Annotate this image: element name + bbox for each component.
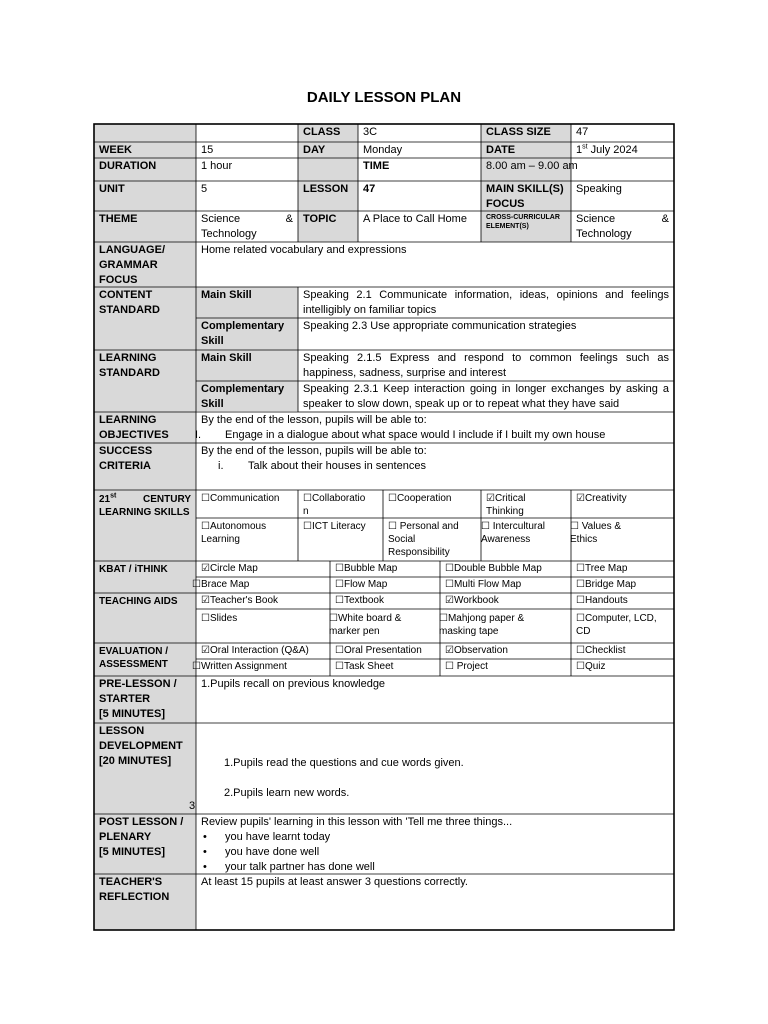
language-focus-value: Home related vocabulary and expressions — [201, 244, 407, 256]
success-intro: By the end of the lesson, pupils will be able to: — [201, 445, 427, 457]
brace-map-checkbox[interactable]: ☐Brace Map — [192, 579, 250, 590]
handouts-checkbox[interactable]: ☐Handouts — [576, 595, 628, 606]
learning-comp-skill-label: Complementary Skill — [201, 383, 285, 410]
post-lesson-label: POST LESSON / PLENARY [5 MINUTES] — [99, 816, 184, 858]
duration-value: 1 hour — [201, 160, 233, 172]
class-label: CLASS — [303, 126, 341, 138]
content-comp-skill-label: Complementary Skill — [201, 320, 285, 347]
date-value: 1st July 2024 — [576, 143, 638, 156]
duration-label: DURATION — [99, 160, 157, 172]
post-lesson-bullet: • you have done well — [201, 845, 669, 860]
main-skill-focus-value: Speaking — [576, 183, 622, 195]
cross-curricular-label: CROSS-CURRICULAR ELEMENT(S) — [486, 214, 560, 230]
unit-value: 5 — [201, 183, 208, 195]
collaboration-checkbox[interactable]: ☐Collaboratio n — [303, 493, 366, 517]
project-checkbox[interactable]: ☐ Project — [445, 661, 488, 672]
teaching-aids-label: TEACHING AIDS — [99, 596, 178, 607]
lesson-value: 47 — [363, 183, 376, 195]
class-size-label: CLASS SIZE — [486, 126, 551, 138]
communication-checkbox[interactable]: ☐Communication — [201, 493, 280, 504]
cooperation-checkbox[interactable]: ☐Cooperation — [388, 493, 452, 504]
bubble-map-checkbox[interactable]: ☐Bubble Map — [335, 563, 398, 574]
values-ethics-checkbox[interactable]: ☐ Values & Ethics — [570, 521, 622, 545]
creativity-checkbox[interactable]: ☑Creativity — [576, 493, 627, 504]
content-main-skill-value: Speaking 2.1 Communicate information, ideas, opinions and feelings intelligibly on familiar topics — [303, 289, 669, 316]
objectives-number: I. — [195, 429, 202, 441]
content-standard-label: CONTENT STANDARD — [99, 289, 160, 316]
intercultural-checkbox[interactable]: ☐ Intercultural Awareness — [481, 521, 545, 545]
lesson-development-marker: 3 — [189, 800, 196, 812]
oral-interaction-checkbox[interactable]: ☑Oral Interaction (Q&A) — [201, 645, 309, 656]
teachers-book-checkbox[interactable]: ☑Teacher's Book — [201, 595, 279, 606]
workbook-checkbox[interactable]: ☑Workbook — [445, 595, 499, 606]
class-value: 3C — [363, 126, 378, 138]
pre-lesson-label: PRE-LESSON / STARTER [5 MINUTES] — [99, 678, 177, 720]
kbat-label: KBAT / iTHINK — [99, 564, 168, 575]
circle-map-checkbox[interactable]: ☑Circle Map — [201, 563, 258, 574]
learning-comp-skill-value: Speaking 2.3.1 Keep interaction going in longer exchanges by asking a speaker to slow down, speak up or to repeat what they have said — [303, 383, 669, 410]
21st-century-skills-label: 21st CENTURY LEARNING SKILLS — [99, 492, 191, 518]
day-value: Monday — [363, 144, 403, 156]
objectives-item: Engage in a dialogue about what space would I include if I built my own house — [225, 429, 606, 441]
learning-main-skill-value: Speaking 2.1.5 Express and respond to common feelings such as happiness, sadness, surprise and interest — [303, 352, 669, 379]
teachers-reflection-label: TEACHER'S REFLECTION — [99, 876, 170, 903]
double-bubble-map-checkbox[interactable]: ☐Double Bubble Map — [445, 563, 542, 574]
pre-lesson-value: 1.Pupils recall on previous knowledge — [201, 678, 386, 690]
personal-social-checkbox[interactable]: ☐ Personal and Social Responsibility — [388, 521, 459, 558]
checklist-checkbox[interactable]: ☐Checklist — [576, 645, 626, 656]
learning-main-skill-label: Main Skill — [201, 352, 252, 364]
autonomous-learning-checkbox[interactable]: ☐Autonomous Learning — [201, 521, 267, 545]
class-size-value: 47 — [576, 126, 589, 138]
page-title: DAILY LESSON PLAN — [306, 89, 462, 106]
post-lesson-content — [196, 814, 674, 874]
language-focus-label: LANGUAGE/ GRAMMAR FOCUS — [99, 244, 165, 286]
content-main-skill-label: Main Skill — [201, 289, 252, 301]
cross-curricular-value: Science & Technology — [576, 213, 669, 240]
lesson-development-label: LESSON DEVELOPMENT [20 MINUTES] — [99, 725, 183, 767]
date-label: DATE — [486, 144, 516, 156]
objectives-intro: By the end of the lesson, pupils will be able to: — [201, 414, 427, 426]
post-lesson-intro: Review pupils' learning in this lesson with 'Tell me three things... — [201, 816, 513, 828]
week-value: 15 — [201, 144, 214, 156]
tree-map-checkbox[interactable]: ☐Tree Map — [576, 563, 628, 574]
task-sheet-checkbox[interactable]: ☐Task Sheet — [335, 661, 394, 672]
observation-checkbox[interactable]: ☑Observation — [445, 645, 508, 656]
whiteboard-checkbox[interactable]: ☐White board & marker pen — [329, 613, 402, 637]
lesson-development-steps — [196, 740, 674, 810]
lesson-label: LESSON — [303, 183, 349, 195]
topic-value: A Place to Call Home — [363, 213, 467, 225]
evaluation-label: EVALUATION / ASSESSMENT — [99, 646, 169, 670]
bridge-map-checkbox[interactable]: ☐Bridge Map — [576, 579, 637, 590]
success-number: i. — [218, 460, 224, 472]
time-label: TIME — [363, 160, 390, 172]
day-label: DAY — [303, 144, 326, 156]
quiz-checkbox[interactable]: ☐Quiz — [576, 661, 606, 672]
written-assignment-checkbox[interactable]: ☐Written Assignment — [192, 661, 287, 672]
computer-lcd-checkbox[interactable]: ☐Computer, LCD, CD — [576, 613, 657, 637]
post-lesson-bullet: • your talk partner has done well — [201, 860, 669, 874]
topic-label: TOPIC — [303, 213, 337, 225]
multi-flow-map-checkbox[interactable]: ☐Multi Flow Map — [445, 579, 522, 590]
ict-literacy-checkbox[interactable]: ☐ICT Literacy — [303, 521, 366, 532]
week-label: WEEK — [99, 144, 132, 156]
textbook-checkbox[interactable]: ☐Textbook — [335, 595, 384, 606]
content-comp-skill-value: Speaking 2.3 Use appropriate communication strategies — [303, 320, 577, 332]
main-skill-focus-label: MAIN SKILL(S) FOCUS — [486, 183, 564, 210]
mahjong-paper-checkbox[interactable]: ☐Mahjong paper & masking tape — [439, 613, 525, 637]
teachers-reflection-value[interactable]: At least 15 pupils at least answer 3 questions correctly. — [201, 876, 468, 888]
post-lesson-bullet: • you have learnt today — [201, 830, 669, 845]
critical-thinking-checkbox[interactable]: ☑Critical Thinking — [486, 493, 526, 517]
flow-map-checkbox[interactable]: ☐Flow Map — [335, 579, 388, 590]
learning-objectives-label: LEARNING OBJECTIVES — [99, 414, 169, 441]
theme-value: Science & Technology — [201, 213, 293, 240]
oral-presentation-checkbox[interactable]: ☐Oral Presentation — [335, 645, 422, 656]
slides-checkbox[interactable]: ☐Slides — [201, 613, 238, 624]
success-criteria-label: SUCCESS CRITERIA — [99, 445, 153, 472]
unit-label: UNIT — [99, 183, 125, 195]
theme-label: THEME — [99, 213, 138, 225]
learning-standard-label: LEARNING STANDARD — [99, 352, 160, 379]
time-value: 8.00 am – 9.00 am — [486, 160, 578, 172]
lesson-step: 2.Pupils learn new words. — [224, 787, 350, 799]
success-item: Talk about their houses in sentences — [248, 460, 426, 472]
lesson-step: 1.Pupils read the questions and cue words given. — [224, 757, 464, 769]
